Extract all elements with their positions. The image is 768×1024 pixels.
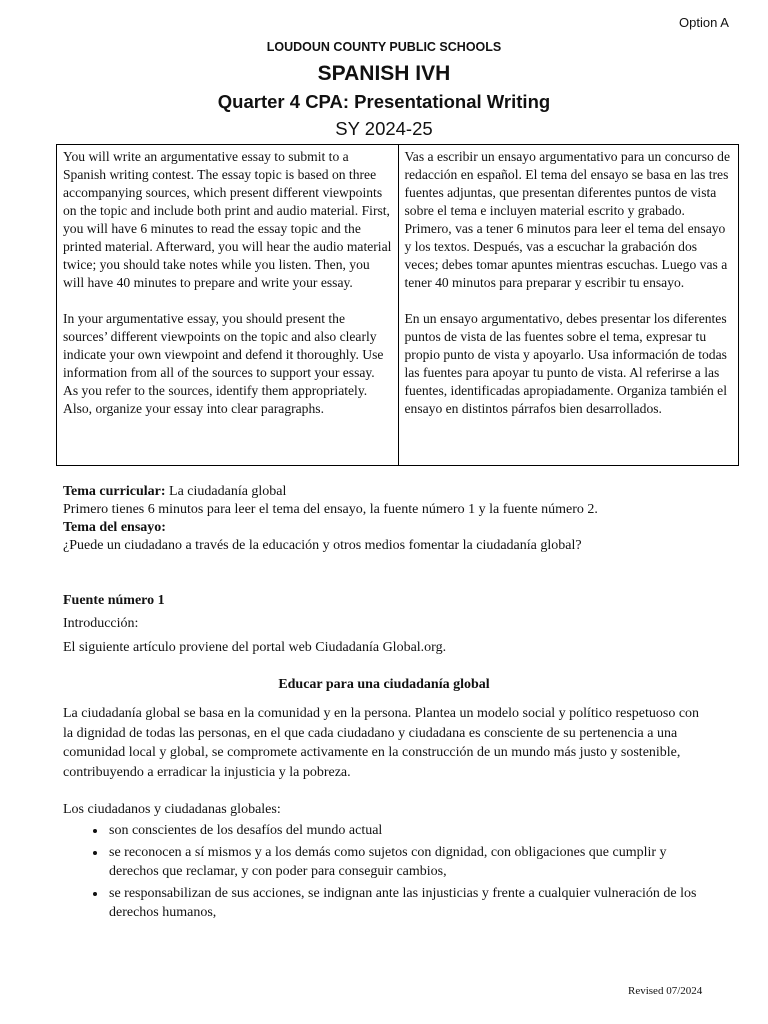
time-note: Primero tienes 6 minutos para leer el tema del ensayo, la fuente número 1 y la fuente número 2. — [63, 502, 598, 517]
list-item: • se responsabilizan de sus acciones, se indignan ante las injusticias y frente a cualquier vulneración de los derechos humanos, — [107, 884, 708, 923]
article-paragraph: La ciudadanía global se basa en la comunidad y en la persona. Plantea un modelo social y político respetuoso con la dignidad de todas las personas, en el que cada ciudadano y ciudadana es consciente de su pertenencia a una comunidad local y global, se compromete activamente en la construcción de un mundo más justo y sostenible, contribuyendo a erradicar la injusticia y la pobreza. — [63, 706, 700, 780]
essay-question: ¿Puede un ciudadano a través de la educación y otros medios fomentar la ciudadanía global? — [63, 538, 582, 553]
curricular-topic-label: Tema curricular: — [63, 484, 166, 499]
instructions-table — [56, 144, 739, 466]
assessment-title: Quarter 4 CPA: Presentational Writing — [217, 91, 551, 112]
instructions-english-paragraph: You will write an argumentative essay to submit to a Spanish writing contest. The essay topic is based on three accompanying sources, which present different viewpoints on the topic and include both print and audio material. First, you will have 6 minutes to read the essay topic and the printed material. Afterward, you will hear the audio material twice; you should take notes while you listen. Then, you will have 40 minutes to prepare and write your essay. — [63, 149, 392, 290]
list-item: • son conscientes de los desafíos del mundo actual — [107, 821, 708, 841]
course-title: SPANISH IVH — [317, 62, 451, 85]
instructions-english — [57, 145, 398, 465]
school-year: SY 2024-25 — [335, 118, 433, 139]
instructions-spanish-paragraph: Vas a escribir un ensayo argumentativo para un concurso de redacción en español. El tema del ensayo se basa en las tres fuentes adjuntas, que presentan diferentes puntos de vista sobre el tema e incluyen material escrito y grabado. Primero, vas a tener 6 minutos para leer el tema del ensayo y los textos. Después, vas a escuchar la grabación dos veces; debes tomar apuntes mientras escuchas. Luego vas a tener 40 minutos para preparar y escribir tu ensayo. — [404, 149, 731, 290]
source1-intro-text: El siguiente artículo proviene del portal web Ciudadanía Global.org. — [63, 640, 447, 655]
option-label: Option A — [679, 15, 729, 30]
source1-heading — [63, 592, 165, 610]
district-name: LOUDOUN COUNTY PUBLIC SCHOOLS — [266, 40, 502, 54]
source1-heading-text: Fuente número 1 — [63, 593, 165, 608]
list-intro: Los ciudadanos y ciudadanas globales: — [63, 802, 281, 817]
instructions-spanish — [398, 145, 739, 465]
essay-topic-label-text: Tema del ensayo: — [63, 520, 166, 535]
curricular-topic-value: La ciudadanía global — [165, 484, 287, 499]
revised-date: Revised 07/2024 — [628, 985, 703, 997]
list-item: • se reconocen a sí mismos y a los demás como sujetos con dignidad, con obligaciones que cumplir y derechos que reclamar, y con poder para conseguir cambios, — [107, 843, 708, 882]
source1-intro-label: Introducción: — [63, 616, 139, 631]
citizen-traits-list — [63, 821, 708, 925]
curricular-topic — [63, 483, 286, 501]
instructions-spanish-paragraph: En un ensayo argumentativo, debes presentar los diferentes puntos de vista de las fuentes sobre el tema, expresar tu propio punto de vista y apoyarlo. Usa información de todas las fuentes para apoyar tu punto de vista. Al referirse a las fuentes, identificadas apropiadamente. Organiza también el ensayo en distintos párrafos bien desarrollados. — [404, 311, 727, 416]
article-title: Educar para una ciudadanía global — [278, 677, 490, 692]
essay-topic-label — [63, 519, 166, 537]
instructions-english-paragraph: In your argumentative essay, you should present the sources’ different viewpoints on the topic and also clearly indicate your own viewpoint and defend it thoroughly. Use information from all of the sources to support your essay. As you refer to the sources, identify them appropriately. Also, organize your essay into clear paragraphs. — [63, 311, 384, 416]
